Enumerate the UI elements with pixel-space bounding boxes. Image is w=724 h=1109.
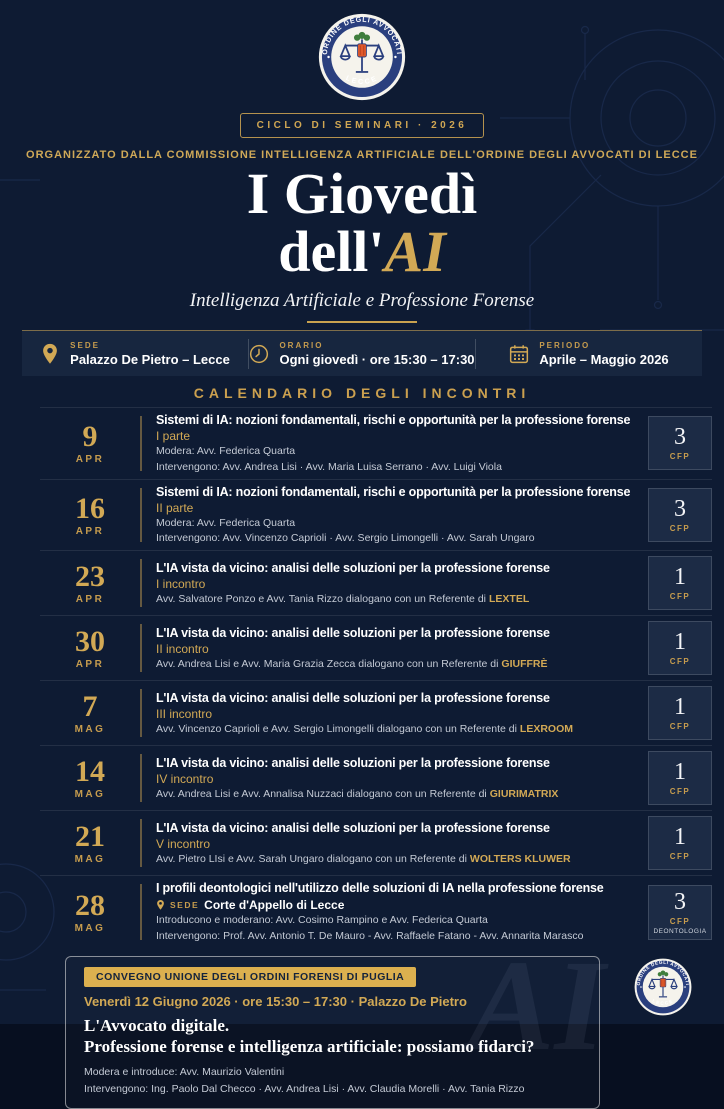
title-divider (307, 321, 417, 323)
event-row (40, 407, 712, 479)
event-date (40, 754, 140, 800)
venue-label: SEDE (170, 900, 200, 911)
organizer-line: ORGANIZZATO DALLA COMMISSIONE INTELLIGENZA ARTIFICIALE DELL'ORDINE DEGLI AVVOCATI DI LECCE (26, 149, 698, 161)
cfp-count: 1 (674, 824, 686, 851)
event-speakers: Avv. Vincenzo Caprioli e Avv. Sergio Limongelli dialogano con un Referente di LEXROOM (156, 723, 574, 736)
info-bar (22, 330, 702, 376)
event-moderator: Modera: Avv. Federica Quarta (156, 517, 296, 530)
cfp-count: 3 (674, 496, 686, 523)
event-month: MAG (74, 853, 106, 865)
event-title: L'IA vista da vicino: analisi delle soluzioni per la professione forense (156, 690, 550, 705)
event-title: L'IA vista da vicino: analisi delle soluzioni per la professione forense (156, 560, 550, 575)
event-subtitle: V incontro (156, 836, 211, 851)
event-row (40, 479, 712, 551)
event-row (40, 550, 712, 615)
info-label: ORARIO (279, 340, 324, 350)
event-month: APR (75, 658, 105, 670)
ai-watermark: AI (467, 933, 605, 1078)
calendar-rows (40, 407, 712, 948)
event-row (40, 875, 712, 947)
partner-name: WOLTERS KLUWER (469, 853, 571, 866)
partner-name: GIURIMATRIX (489, 788, 559, 801)
event-speakers: Intervengono: Avv. Vincenzo Caprioli · Avv. Sergio Limongelli · Avv. Sarah Ungaro (156, 532, 535, 545)
event-day: 21 (75, 819, 105, 853)
event-day: 28 (75, 888, 105, 922)
event-moderator: Modera: Avv. Federica Quarta (156, 445, 296, 458)
event-speakers: Intervengono: Avv. Andrea Lisi · Avv. Maria Luisa Serrano · Avv. Luigi Viola (156, 460, 502, 473)
event-date (40, 491, 140, 537)
cfp-count: 3 (674, 888, 686, 915)
cfp-badge (648, 816, 712, 870)
event-date (40, 624, 140, 670)
event-month: MAG (74, 723, 106, 735)
cfp-badge (648, 885, 712, 940)
location-pin-icon (40, 343, 60, 365)
cfp-badge (648, 621, 712, 675)
event-day: 7 (82, 689, 98, 723)
event-month: APR (75, 525, 105, 537)
event-venue (156, 898, 640, 912)
event-day: 9 (82, 419, 98, 453)
event-row (40, 615, 712, 680)
info-item-periodo (476, 341, 702, 367)
event-title: I profili deontologici nell'utilizzo delle soluzioni di IA nella professione forense (156, 881, 604, 896)
cfp-badge (648, 556, 712, 610)
event-row (40, 680, 712, 745)
location-pin-icon (156, 899, 165, 911)
cfp-count: 1 (674, 759, 686, 786)
convegno-details: Modera e introduce: Avv. Maurizio Valentini Intervengono: Ing. Paolo Dal Checco · Avv. Andrea Lisi · Avv. Claudia Morelli · Avv. Tania Rizzo (84, 1066, 525, 1095)
cfp-label: CFP (669, 852, 691, 862)
bar-association-seal-logo (318, 13, 406, 101)
event-day: 16 (75, 491, 105, 525)
title-line1: I Giovedì (246, 161, 478, 226)
info-label: PERIODO (539, 340, 591, 350)
partner-name: LEXROOM (519, 723, 574, 736)
event-date (40, 559, 140, 605)
event-speakers: Avv. Salvatore Ponzo e Avv. Tania Rizzo dialogano con un Referente di LEXTEL (156, 593, 530, 606)
calendar-heading: CALENDARIO DEGLI INCONTRI (193, 385, 531, 401)
clock-icon (249, 343, 269, 365)
cfp-badge (648, 416, 712, 470)
cfp-label: CFP (669, 592, 691, 602)
cfp-count: 1 (674, 694, 686, 721)
event-title: Sistemi di IA: nozioni fondamentali, rischi e opportunità per la professione forense (156, 413, 631, 427)
cfp-count: 1 (674, 564, 686, 591)
convegno-badge: CONVEGNO UNIONE DEGLI ORDINI FORENSI DI PUGLIA (84, 967, 416, 987)
info-value: Ogni giovedì · ore 15:30 – 17:30 (279, 351, 475, 367)
event-subtitle: II incontro (156, 641, 209, 656)
event-title: L'IA vista da vicino: analisi delle soluzioni per la professione forense (156, 755, 550, 770)
info-label: SEDE (70, 340, 100, 350)
event-date (40, 419, 140, 465)
cfp-label: CFP (669, 657, 691, 667)
event-month: APR (75, 593, 105, 605)
event-date (40, 819, 140, 865)
info-item-sede (22, 341, 248, 367)
event-month: APR (75, 453, 105, 465)
bar-association-seal-logo-small (634, 958, 692, 1016)
cfp-label: CFP (669, 916, 691, 926)
event-subtitle: IV incontro (156, 771, 214, 786)
event-speakers: Intervengono: Prof. Avv. Antonio T. De Mauro - Avv. Raffaele Fatano - Avv. Annarita Marasco (156, 929, 584, 942)
event-title: L'IA vista da vicino: analisi delle soluzioni per la professione forense (156, 820, 550, 835)
cfp-label: CFP (669, 722, 691, 732)
event-date (40, 689, 140, 735)
info-value: Aprile – Maggio 2026 (539, 351, 669, 367)
partner-name: LEXTEL (489, 593, 530, 606)
event-subtitle: II parte (156, 500, 194, 515)
event-moderator: Introducono e moderano: Avv. Cosimo Rampino e Avv. Federica Quarta (156, 914, 488, 927)
partner-name: GIUFFRÈ (501, 658, 548, 671)
event-row (40, 810, 712, 875)
event-subtitle: I parte (156, 429, 191, 443)
cfp-count: 1 (674, 629, 686, 656)
cfp-badge (648, 751, 712, 805)
title-line2: dell'AI (278, 219, 446, 284)
calendar-icon (509, 343, 529, 365)
cfp-count: 3 (674, 424, 686, 451)
event-month: MAG (74, 788, 106, 800)
event-speakers: Avv. Andrea Lisi e Avv. Maria Grazia Zecca dialogano con un Referente di GIUFFRÈ (156, 658, 548, 671)
event-speakers: Avv. Pietro LIsi e Avv. Sarah Ungaro dialogano con un Referente di WOLTERS KLUWER (156, 853, 571, 866)
event-subtitle: III incontro (156, 706, 213, 721)
poster-title (0, 161, 724, 284)
cfp-label: CFP (669, 787, 691, 797)
cfp-badge (648, 686, 712, 740)
convegno-date-line: Venerdì 12 Giugno 2026 · ore 15:30 – 17:30 · Palazzo De Pietro (84, 993, 467, 1009)
poster-subtitle: Intelligenza Artificiale e Professione Forense (189, 290, 535, 311)
cfp-sublabel: DEONTOLOGIA (653, 927, 707, 935)
event-day: 30 (75, 624, 105, 658)
event-speakers: Avv. Andrea Lisi e Avv. Annalisa Nuzzaci dialogano con un Referente di GIURIMATRIX (156, 788, 559, 801)
convegno-title: L'Avvocato digitale. Professione forense e intelligenza artificiale: possiamo fidarci? (84, 1015, 535, 1056)
title-accent-ai: AI (384, 219, 446, 284)
info-item-orario (249, 341, 475, 367)
info-value: Palazzo De Pietro – Lecce (70, 351, 230, 367)
event-day: 14 (75, 754, 105, 788)
event-date (40, 888, 140, 934)
event-day: 23 (75, 559, 105, 593)
event-title: L'IA vista da vicino: analisi delle soluzioni per la professione forense (156, 625, 550, 640)
cfp-label: CFP (669, 452, 691, 462)
event-row (40, 745, 712, 810)
event-title: Sistemi di IA: nozioni fondamentali, rischi e opportunità per la professione forense (156, 484, 631, 499)
event-subtitle: I incontro (156, 576, 206, 591)
venue-value: Corte d'Appello di Lecce (204, 898, 345, 913)
cfp-label: CFP (669, 524, 691, 534)
event-month: MAG (74, 922, 106, 934)
cfp-badge (648, 488, 712, 542)
series-badge: CICLO DI SEMINARI · 2026 (240, 113, 485, 138)
